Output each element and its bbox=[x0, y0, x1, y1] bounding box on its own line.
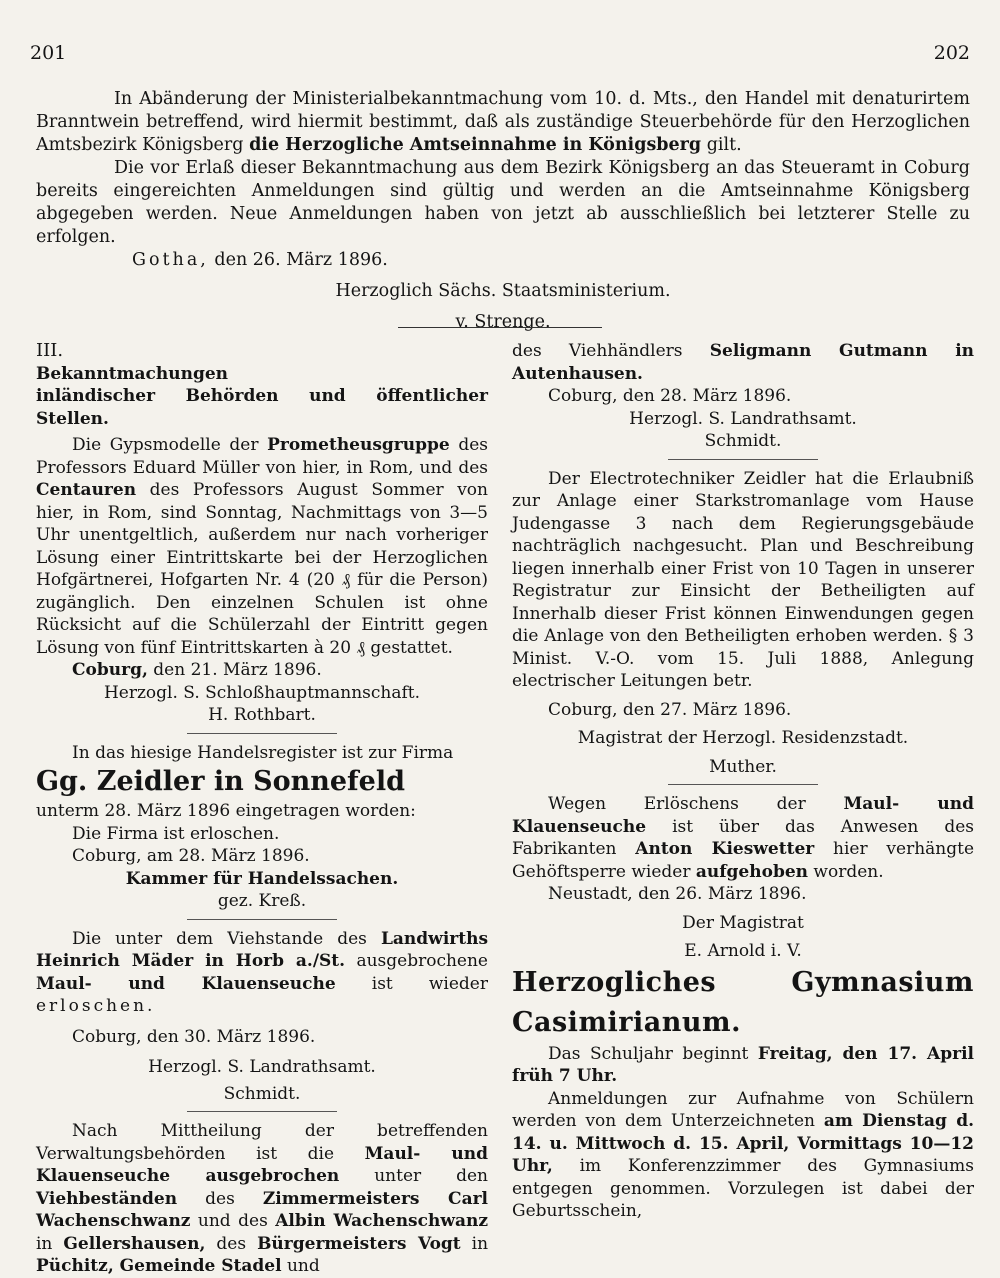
notice-divider bbox=[187, 1111, 337, 1112]
signer: Schmidt. bbox=[223, 1083, 301, 1104]
section-title-1: Bekanntmachungen bbox=[36, 363, 229, 384]
text: Nach Mittheilung der betreffenden Verwaltungsbehörden ist die bbox=[36, 1121, 488, 1164]
notice-divider bbox=[668, 784, 818, 785]
dateline: Coburg, den 30. März 1896. bbox=[72, 1026, 316, 1047]
text: Die Gypsmodelle der bbox=[72, 435, 259, 455]
top-notice-paragraph-1 bbox=[36, 88, 970, 157]
authority: Kammer für Handelssachen. bbox=[125, 868, 399, 889]
text: des bbox=[205, 1188, 235, 1209]
text: Wegen Erlöschens der bbox=[548, 794, 806, 814]
notice-divider bbox=[668, 459, 818, 460]
section-title-2: inländischer Behörden und öffentlicher Stellen. bbox=[36, 386, 488, 429]
text: ausgebrochene bbox=[356, 951, 488, 971]
text-bold: Centauren bbox=[36, 480, 137, 500]
text-bold: Gellershausen, bbox=[63, 1233, 206, 1254]
top-notice-dateline bbox=[36, 249, 970, 272]
authority: Magistrat der Herzogl. Residenzstadt. bbox=[577, 728, 909, 748]
text-bold: Freitag, den 17. April früh 7 Uhr. bbox=[512, 1043, 974, 1086]
text-bold: am Dienstag d. 14. u. Mittwoch d. 15. April, Vormittags 10—12 Uhr, bbox=[512, 1111, 974, 1176]
text: worden. bbox=[813, 861, 884, 882]
authority: Der Magistrat bbox=[682, 912, 804, 933]
text: im Konferenzzimmer des Gymnasiums entgegen genommen. Vorzulegen ist dabei der Geburtsschein, bbox=[512, 1156, 974, 1221]
text: Die unter dem Viehstande des bbox=[72, 928, 367, 949]
text-spaced: erloschen. bbox=[36, 996, 156, 1016]
text-line: Coburg, am 28. März 1896. bbox=[72, 846, 310, 866]
page-number-right: 202 bbox=[933, 42, 970, 64]
signer: gez. Kreß. bbox=[217, 891, 307, 911]
text: des bbox=[216, 1233, 247, 1254]
text-bold: Bürgermeisters Vogt bbox=[257, 1233, 461, 1254]
notice-gypsmodelle bbox=[36, 434, 488, 659]
place: Gotha, bbox=[132, 250, 209, 270]
text: in bbox=[471, 1233, 489, 1254]
text-bold: aufgehoben bbox=[695, 861, 809, 882]
text: gilt. bbox=[706, 135, 742, 155]
right-column bbox=[512, 340, 974, 1223]
top-notice-paragraph-2: Die vor Erlaß dieser Bekanntmachung aus dem Bezirk Königsberg an das Steueramt in Coburg bereits eingereichten Anmeldungen sind gültig und werden an die Amtseinnahme Königsberg abgegeben werden. Neue Anmeldungen haben von jetzt ab ausschließlich bei letzterer Stelle zu erfolgen. bbox=[36, 158, 970, 247]
text-bold: Maul- und Klauenseuche bbox=[36, 973, 336, 994]
place: Coburg, bbox=[72, 660, 148, 680]
authority: Herzogl. S. Landrathsamt. bbox=[148, 1057, 376, 1077]
notice-handelsregister-intro: In das hiesige Handelsregister ist zur Firma bbox=[72, 742, 454, 763]
text-bold: Maul- und Klauenseuche bbox=[512, 794, 974, 837]
top-notice-signer: v. Strenge. bbox=[455, 312, 551, 332]
text: des Professors August Sommer von hier, in Rom, sind Sonntag, Nachmittags von 3—5 Uhr unentgeltlich, außerdem nur nach vorheriger Lösung einer Eintrittskarte bei der Herzoglichen Hofgärtnerei, Hofgarten Nr. 4 (20 ₰ für die Person) zugänglich. Den einzelnen Schulen ist ohne Rücksicht auf die Schülerzahl der Eintritt gegen Lösung von fünf Eintrittskarten à 20 ₰ gestattet. bbox=[36, 480, 488, 658]
text-bold: Prometheusgruppe bbox=[267, 435, 450, 455]
text-bold: Albin Wachenschwanz bbox=[275, 1211, 488, 1231]
top-notice-authority: Herzoglich Sächs. Staatsministerium. bbox=[335, 281, 671, 301]
notice-seuche-ausgebrochen bbox=[36, 1120, 488, 1278]
text-bold: Anton Kieswetter bbox=[635, 839, 815, 859]
signer: E. Arnold i. V. bbox=[684, 941, 802, 961]
section-number: III. bbox=[36, 340, 64, 361]
text: und des bbox=[197, 1211, 268, 1231]
gymnasium-heading: Herzogliches Gymnasium Casimirianum. bbox=[512, 966, 974, 1038]
notice-seuche-erloschen bbox=[36, 928, 488, 1018]
notice-starkstromanlage: Der Electrotechniker Zeidler hat die Erlaubniß zur Anlage einer Starkstromanlage vom Hause Judengasse 3 nach dem Regierungsgebäude nachträglich nachgesucht. Plan und Beschreibung liegen innerhalb einer Frist von 10 Tagen in unserer Registratur zur Einsicht der Betheiligten auf Innerhalb dieser Frist können Einwendungen gegen die Anlage von den Betheiligten erhoben werden. § 3 Minist. V.-O. vom 15. Juli 1888, Anlegung electrischer Leitungen betr. bbox=[512, 468, 974, 691]
authority: Herzogl. S. Schloßhauptmannschaft. bbox=[103, 682, 421, 703]
text: ist wieder bbox=[371, 973, 488, 994]
text-bold: Viehbeständen bbox=[36, 1188, 178, 1209]
text: hier verhängte Gehöftsperre wieder bbox=[512, 839, 975, 882]
signer: Schmidt. bbox=[704, 431, 782, 451]
text-bold: die Herzogliche Amtseinnahme in Königsberg bbox=[249, 135, 702, 155]
text: unter den bbox=[374, 1166, 489, 1186]
notice-divider bbox=[187, 733, 337, 734]
notice-divider bbox=[187, 919, 337, 920]
dateline: Coburg, den 27. März 1896. bbox=[548, 699, 792, 720]
text-bold: Seligmann Gutmann in Autenhausen. bbox=[512, 341, 975, 384]
signer: Muther. bbox=[709, 756, 777, 777]
top-notice bbox=[36, 88, 970, 334]
section-divider bbox=[398, 327, 602, 328]
date: den 21. März 1896. bbox=[153, 660, 322, 680]
text-bold: Landwirths Heinrich Mäder in Horb a./St. bbox=[36, 928, 489, 971]
text: Anmeldungen zur Aufnahme von Schülern werden von dem Unterzeichneten bbox=[512, 1088, 974, 1131]
text: in bbox=[36, 1233, 53, 1254]
text-bold: Zimmermeisters Carl Wachenschwanz bbox=[36, 1188, 489, 1231]
notice-anmeldungen bbox=[512, 1088, 974, 1223]
text-bold: Püchitz, Gemeinde Stadel bbox=[36, 1256, 282, 1276]
notice-gehoeftsperre bbox=[512, 793, 974, 883]
notice-schuljahr bbox=[512, 1043, 974, 1088]
left-column bbox=[36, 340, 488, 1278]
dateline bbox=[36, 659, 488, 682]
text-line: Die Firma ist erloschen. bbox=[72, 823, 280, 844]
date: den 26. März 1896. bbox=[214, 250, 388, 270]
text: Das Schuljahr beginnt bbox=[548, 1043, 749, 1064]
text-bold: Maul- und Klauenseuche ausgebrochen bbox=[36, 1143, 489, 1186]
notice-gutmann bbox=[512, 340, 974, 385]
authority: Herzogl. S. Landrathsamt. bbox=[629, 408, 857, 429]
firm-name: Gg. Zeidler in Sonnefeld bbox=[36, 766, 405, 797]
text: des Professors Eduard Müller von hier, in Rom, und des bbox=[36, 435, 489, 478]
page-number-left: 201 bbox=[30, 42, 67, 64]
text-line: unterm 28. März 1896 eingetragen worden: bbox=[36, 801, 416, 821]
dateline: Coburg, den 28. März 1896. bbox=[548, 386, 792, 406]
text: und bbox=[286, 1256, 320, 1276]
text: In Abänderung der Ministerialbekanntmachung vom 10. d. Mts., den Handel mit denaturirtem Branntwein betreffend, wird hiermit bestimmt, daß als zuständige Steuerbehörde für den Herzoglichen Amtsbezirk Königsberg bbox=[36, 89, 970, 155]
dateline: Neustadt, den 26. März 1896. bbox=[548, 884, 807, 904]
text: des Viehhändlers bbox=[512, 341, 683, 361]
signer: H. Rothbart. bbox=[208, 705, 316, 725]
text: ist über das Anwesen des Fabrikanten bbox=[512, 816, 975, 859]
